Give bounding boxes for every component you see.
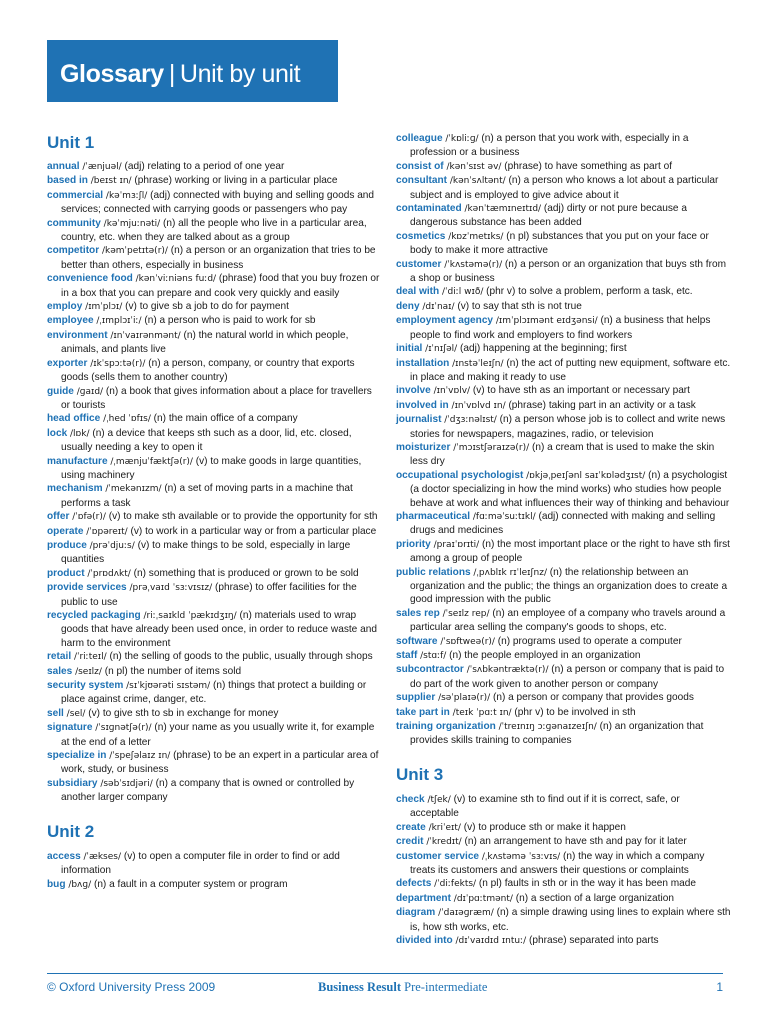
entry-definition: (n pl) faults in sth or in the way it has been made — [478, 878, 697, 890]
entry-pronunciation: /fɑːməˈsuːtɪkl/ — [472, 511, 536, 522]
entry-headword: customer — [396, 258, 442, 270]
entry-pronunciation: /ˈsɪɡnətʃə(r)/ — [95, 723, 152, 734]
entry-headword: consultant — [396, 175, 448, 187]
title-separator: | — [168, 60, 175, 88]
entry-definition: (n) a person or company that is paid to do part of the work given to another person or company — [410, 664, 725, 690]
unit-heading: Unit 3 — [396, 764, 444, 784]
unit-heading: Unit 2 — [47, 821, 95, 841]
glossary-entry — [396, 850, 731, 878]
entry-pronunciation: /ɪmˈplɔɪmənt eɪdʒənsi/ — [495, 316, 598, 327]
glossary-entry — [47, 510, 382, 524]
glossary-entry — [396, 314, 731, 342]
entry-pronunciation: /ɪnˈvɒlvd ɪn/ — [451, 400, 506, 411]
entry-headword: product — [47, 567, 85, 579]
glossary-entry — [396, 441, 731, 469]
entry-headword: create — [396, 821, 426, 833]
glossary-entry — [47, 482, 382, 510]
entry-pronunciation: /ɪnstəˈleɪʃn/ — [452, 358, 504, 369]
entry-pronunciation: /kəmˈpetɪtə(r)/ — [101, 246, 168, 257]
glossary-entry — [396, 230, 731, 258]
entry-pronunciation: /ˈkɒliːɡ/ — [445, 134, 479, 144]
entry-pronunciation: /teɪk ˈpɑːt ɪn/ — [452, 707, 512, 718]
entry-headword: retail — [47, 651, 72, 663]
entry-definition: (n) materials used to wrap goods that have already been used once, in order to reduce waste and harm to the environment — [61, 610, 377, 649]
footer-divider — [47, 973, 723, 974]
entry-pronunciation: /riːˌsaɪkld ˈpækɪdʒɪŋ/ — [143, 611, 237, 621]
glossary-entry — [396, 607, 731, 635]
entry-pronunciation: /ˈɒpəreɪt/ — [86, 526, 128, 537]
entry-definition: (n) your name as you usually write it, for example at the end of a letter — [61, 722, 375, 748]
entry-definition: (adj) happening at the beginning; first — [459, 343, 627, 355]
entry-headword: divided into — [396, 934, 453, 946]
glossary-entry — [396, 720, 731, 748]
glossary-entry — [47, 707, 382, 721]
entry-definition: (n) the people employed in an organization — [449, 650, 641, 662]
entry-headword: signature — [47, 722, 93, 734]
entry-pronunciation: /ˌkʌstəmə ˈsɜːvɪs/ — [481, 851, 561, 862]
entry-headword: environment — [47, 329, 108, 341]
entry-headword: provide services — [47, 582, 127, 594]
entry-headword: involve — [396, 385, 431, 397]
entry-pronunciation: /ˌpʌblɪk rɪˈleɪʃnz/ — [473, 567, 547, 578]
entry-definition: (phr v) to be involved in sth — [514, 706, 636, 718]
entry-pronunciation: /ɪmˈplɔɪ/ — [85, 302, 123, 313]
footer-brand: Business Result — [318, 980, 402, 994]
glossary-entry — [396, 821, 731, 835]
entry-pronunciation: /prəˈdjuːs/ — [89, 540, 135, 551]
glossary-entry — [47, 412, 382, 426]
entry-pronunciation: /ˈsɒftweə(r)/ — [440, 636, 495, 647]
entry-headword: colleague — [396, 133, 443, 144]
glossary-entry — [396, 342, 731, 356]
entry-pronunciation: /dɪˈvaɪdɪd ɪntuː/ — [455, 935, 527, 946]
entry-definition: (phrase) food that you buy frozen or in a box that you can prepare and cook very quickly and easily — [61, 273, 380, 299]
page-number: 1 — [716, 980, 723, 994]
entry-pronunciation: /dɪˈpɑːtmənt/ — [453, 893, 513, 904]
entry-headword: mechanism — [47, 483, 103, 495]
entry-headword: deny — [396, 300, 420, 312]
entry-headword: head office — [47, 413, 101, 425]
glossary-entry — [396, 174, 731, 202]
entry-headword: employee — [47, 315, 94, 327]
entry-definition: (n) a person or company that provides goods — [493, 692, 694, 704]
entry-headword: specialize in — [47, 750, 107, 762]
entry-headword: subsidiary — [47, 777, 98, 789]
entry-definition: (v) to make sth available or to provide the opportunity for sth — [108, 511, 378, 523]
entry-pronunciation: /ɪnˈvɒlv/ — [433, 386, 471, 397]
entry-headword: take part in — [396, 706, 450, 718]
entry-definition: (n pl) substances that you put on your face or body to make it more attractive — [410, 230, 709, 257]
entry-headword: deal with — [396, 286, 440, 298]
glossary-entry — [47, 665, 382, 679]
entry-headword: convenience food — [47, 273, 133, 285]
entry-definition: (n) a person that you work with, especially in a profession or a business — [410, 133, 689, 159]
entry-headword: initial — [396, 343, 423, 355]
title-rest: Unit by unit — [179, 60, 301, 88]
entry-pronunciation: /ˈtreɪnɪŋ ɔːɡənaɪzeɪʃn/ — [498, 722, 597, 733]
entry-headword: community — [47, 217, 101, 229]
entry-pronunciation: /ɡaɪd/ — [76, 386, 104, 397]
entry-definition: (v) to make goods in large quantities, using machinery — [61, 455, 362, 481]
entry-headword: commercial — [47, 189, 104, 201]
entry-pronunciation: /ˌhed ˈɒfɪs/ — [103, 414, 151, 425]
entry-definition: (adj) relating to a period of one year — [124, 161, 285, 172]
entry-headword: installation — [396, 357, 450, 369]
glossary-entry — [396, 793, 731, 821]
glossary-entry — [47, 385, 382, 413]
entry-pronunciation: /kɒzˈmetɪks/ — [448, 231, 504, 242]
glossary-entry — [47, 539, 382, 567]
unit-heading: Unit 1 — [47, 133, 95, 152]
entry-pronunciation: /ˈmekənɪzm/ — [105, 484, 162, 495]
glossary-entry — [396, 300, 731, 314]
entry-headword: software — [396, 635, 438, 647]
entry-headword: defects — [396, 878, 432, 890]
entry-headword: staff — [396, 650, 418, 662]
glossary-entry — [396, 663, 731, 691]
entry-definition: (adj) dirty or not pure because a dangerous substance has been added — [410, 203, 687, 229]
entry-headword: sales rep — [396, 607, 440, 619]
entry-pronunciation: /seɪlz/ — [75, 666, 102, 677]
entry-headword: offer — [47, 511, 70, 523]
glossary-entry — [47, 581, 382, 609]
entry-pronunciation: /ˈɒfə(r)/ — [72, 512, 106, 523]
entry-definition: (n) something that is produced or grown to be sold — [133, 567, 359, 579]
glossary-entry — [47, 189, 382, 217]
entry-definition: (n) an organization that provides skills training to companies — [410, 721, 704, 747]
glossary-entry — [396, 635, 731, 649]
entry-pronunciation: /dɪˈnaɪ/ — [422, 301, 455, 312]
glossary-entry — [47, 160, 382, 174]
entry-definition: (n) a person who is paid to work for sb — [144, 315, 316, 327]
entry-headword: department — [396, 892, 451, 904]
entry-pronunciation: /kəˈmjuːnəti/ — [103, 218, 161, 229]
entry-headword: lock — [47, 427, 68, 439]
entry-definition: (n) a set of moving parts in a machine that performs a task — [61, 483, 353, 509]
glossary-entry — [396, 892, 731, 906]
entry-headword: pharmaceutical — [396, 510, 471, 522]
glossary-entry — [47, 174, 382, 188]
glossary-entry — [47, 314, 382, 328]
entry-definition: (n) the relationship between an organization and the public; the things an organization does to create a good impression with the public — [410, 566, 728, 606]
entry-headword: sell — [47, 707, 64, 719]
entry-definition: (n) a company that is owned or controlled by another larger company — [61, 777, 355, 804]
glossary-entry — [396, 934, 731, 948]
footer-book-title — [318, 980, 487, 995]
entry-definition: (phrase) working or living in a particular place — [134, 175, 338, 187]
entry-headword: bug — [47, 878, 66, 890]
entry-headword: contaminated — [396, 203, 462, 215]
glossary-entry — [47, 357, 382, 385]
glossary-entry — [396, 413, 731, 441]
entry-definition: (v) to open a computer file in order to find or add information — [61, 850, 340, 877]
footer-level: Pre-intermediate — [404, 980, 488, 994]
entry-definition: (n) things that protect a building or place against crime, danger, etc. — [61, 680, 367, 706]
entry-definition: (n) a person or an organization that buys sth from a shop or business — [410, 258, 726, 285]
entry-pronunciation: /kənˈtæmɪneɪtɪd/ — [464, 204, 542, 215]
entry-headword: based in — [47, 175, 88, 187]
entry-pronunciation: /ˈkʌstəmə(r)/ — [444, 259, 503, 270]
glossary-entry — [396, 357, 731, 385]
entry-headword: occupational psychologist — [396, 469, 524, 481]
entry-pronunciation: /ˈkredɪt/ — [426, 837, 462, 848]
entry-definition: (n) the act of putting new equipment, software etc. in place and making it ready to use — [410, 357, 731, 383]
entry-definition: (n) programs used to operate a computer — [497, 635, 682, 647]
entry-pronunciation: /səˈplaɪə(r)/ — [438, 693, 491, 704]
entry-headword: public relations — [396, 566, 471, 578]
entry-pronunciation: /səbˈsɪdjəri/ — [100, 778, 153, 789]
entry-headword: security system — [47, 680, 124, 692]
entry-definition: (n) a business that helps people to find work and employers to find workers — [410, 315, 711, 341]
entry-headword: recycled packaging — [47, 610, 141, 621]
entry-definition: (n) an employee of a company who travels around a particular area selling the company's goods to shops, etc. — [410, 607, 726, 634]
glossary-entry — [47, 567, 382, 581]
entry-definition: (phrase) to be an expert in a particular area of work, study, or business — [61, 750, 379, 776]
glossary-entry — [47, 525, 382, 539]
entry-definition: (n) a simple drawing using lines to explain where sth is, how sth works, etc. — [410, 907, 731, 933]
entry-pronunciation: /bʌɡ/ — [68, 879, 92, 890]
entry-definition: (v) to make things to be sold, especially in large quantities — [61, 539, 351, 566]
entry-definition: (v) to give sth to sb in exchange for money — [88, 707, 279, 719]
entry-headword: manufacture — [47, 455, 108, 467]
entry-headword: employment agency — [396, 315, 494, 327]
entry-definition: (v) to have sth as an important or necessary part — [472, 385, 690, 397]
entry-pronunciation: /kəˈmɜːʃl/ — [105, 190, 148, 201]
entry-pronunciation: /tʃek/ — [427, 794, 451, 805]
glossary-entry — [47, 244, 382, 272]
entry-definition: (n) a person whose job is to collect and write news stories for newspapers, magazines, radio, or television — [410, 414, 726, 440]
entry-pronunciation: /sel/ — [66, 708, 86, 719]
entry-headword: involved in — [396, 399, 449, 411]
entry-headword: operate — [47, 525, 84, 537]
entry-definition: (n) a psychologist (a doctor specializing in how the mind works) who studies how people behave at work and what influences their way of thinking and behaviour — [410, 469, 730, 509]
entry-pronunciation: /ɪkˈspɔːtə(r)/ — [90, 358, 146, 369]
glossary-entry — [396, 538, 731, 566]
entry-headword: consist of — [396, 160, 444, 172]
entry-definition: (n) the natural world in which people, animals, and plants live — [61, 329, 349, 356]
entry-pronunciation: /ˈdiːfekts/ — [434, 879, 477, 890]
entry-definition: (n) a book that gives information about a place for travellers or tourists — [61, 385, 372, 411]
entry-pronunciation: /ˌmænjuˈfæktʃə(r)/ — [110, 456, 193, 467]
entry-pronunciation: /sɪˈkjʊərəti sɪstəm/ — [126, 681, 211, 692]
entry-pronunciation: /ˌɪmplɔɪˈiː/ — [96, 316, 142, 327]
glossary-entry — [47, 609, 382, 650]
glossary-entry — [396, 510, 731, 538]
entry-pronunciation: /kənˈsʌltənt/ — [449, 176, 506, 187]
entry-headword: journalist — [396, 414, 442, 426]
entry-headword: supplier — [396, 692, 436, 704]
entry-definition: (phrase) to have something as part of — [504, 160, 673, 172]
entry-headword: subcontractor — [396, 664, 464, 676]
entry-definition: (phrase) taking part in an activity or a task — [508, 399, 696, 411]
glossary-entry — [47, 300, 382, 314]
entry-headword: annual — [47, 161, 80, 172]
entry-pronunciation: /ˈmɔɪstʃəraɪzə(r)/ — [453, 442, 530, 453]
footer-copyright: © Oxford University Press 2009 — [47, 980, 216, 994]
glossary-entry — [47, 455, 382, 483]
entry-headword: cosmetics — [396, 230, 446, 242]
entry-definition: (n) the selling of goods to the public, usually through shops — [109, 651, 373, 663]
glossary-entry — [396, 566, 731, 607]
glossary-entry — [47, 427, 382, 455]
entry-definition: (n) a person, company, or country that exports goods (sells them to another country) — [61, 357, 355, 384]
entry-headword: sales — [47, 665, 73, 677]
entry-definition: (v) to produce sth or make it happen — [463, 821, 626, 833]
entry-definition: (v) to say that sth is not true — [457, 300, 582, 312]
title-bold: Glossary — [60, 60, 164, 88]
entry-headword: moisturizer — [396, 441, 451, 453]
entry-definition: (adj) connected with buying and selling goods and services; connected with carrying goods or passengers who pay — [61, 189, 375, 216]
glossary-entry — [47, 777, 382, 805]
glossary-entry — [396, 469, 731, 510]
entry-pronunciation: /ɒkjəˌpeɪʃənl saɪˈkɒlədʒɪst/ — [526, 470, 646, 481]
entry-definition: (n) a device that keeps sth such as a door, lid, etc. closed, usually needing a key to open it — [61, 427, 352, 454]
entry-pronunciation: /kriˈeɪt/ — [428, 822, 461, 833]
glossary-entry — [396, 285, 731, 299]
entry-headword: diagram — [396, 907, 436, 919]
entry-pronunciation: /ˈdaɪəɡræm/ — [438, 908, 494, 919]
entry-definition: (n) a fault in a computer system or program — [93, 878, 288, 890]
entry-pronunciation: /ˈænjuəl/ — [82, 162, 122, 172]
glossary-entry — [396, 706, 731, 720]
entry-headword: produce — [47, 539, 87, 551]
glossary-entry — [396, 399, 731, 413]
glossary-entry — [396, 691, 731, 705]
entry-pronunciation: /praɪˈɒrɪti/ — [433, 539, 480, 550]
entry-definition: (n) an arrangement to have sth and pay for it later — [464, 836, 687, 848]
entry-definition: (n) a cream that is used to make the skin less dry — [410, 441, 715, 468]
entry-definition: (n) all the people who live in a particular area, country, etc. when they are talked about as a group — [61, 217, 367, 244]
entry-headword: credit — [396, 836, 424, 848]
entry-definition: (n) a section of a large organization — [515, 892, 674, 904]
entry-definition: (n) a person who knows a lot about a particular subject and is employed to give advice about it — [410, 175, 719, 201]
glossary-entry — [47, 217, 382, 245]
entry-definition: (phrase) separated into parts — [529, 934, 659, 946]
glossary-left-column — [47, 133, 382, 892]
glossary-entry — [396, 835, 731, 849]
entry-pronunciation: /ɪnˈvaɪrənmənt/ — [110, 330, 181, 341]
glossary-entry — [47, 679, 382, 707]
entry-pronunciation: /ˈdʒɜːnəlɪst/ — [444, 415, 497, 426]
entry-pronunciation: /ˈriːteɪl/ — [73, 652, 107, 663]
entry-definition: (adj) connected with making and selling drugs and medicines — [410, 510, 716, 537]
glossary-entry — [47, 650, 382, 664]
glossary-entry — [47, 878, 382, 892]
entry-headword: priority — [396, 538, 431, 550]
entry-pronunciation: /kənˈsɪst əv/ — [446, 161, 502, 172]
entry-pronunciation: /beɪst ɪn/ — [90, 176, 132, 187]
glossary-entry — [396, 906, 731, 934]
entry-pronunciation: /ˈprɒdʌkt/ — [87, 568, 131, 579]
glossary-entry — [396, 877, 731, 891]
entry-headword: check — [396, 793, 425, 805]
entry-pronunciation: /ˈdiːl wɪð/ — [442, 287, 484, 298]
glossary-entry — [47, 272, 382, 300]
glossary-entry — [396, 649, 731, 663]
entry-headword: access — [47, 850, 81, 862]
glossary-entry — [396, 258, 731, 286]
entry-definition: (n) the way in which a company treats its customers and answers their questions or complaints — [410, 850, 705, 876]
entry-pronunciation: /stɑːf/ — [420, 651, 447, 662]
entry-definition: (n) a person or an organization that tries to be better than others, especially in business — [61, 245, 376, 271]
entry-definition: (n) the most important place or the right to have sth first among a group of people — [410, 538, 730, 565]
glossary-entry — [396, 384, 731, 398]
entry-definition: (phr v) to solve a problem, perform a task, etc. — [486, 286, 693, 298]
entry-headword: competitor — [47, 245, 100, 257]
glossary-entry — [47, 721, 382, 749]
entry-definition: (v) to give sb a job to do for payment — [125, 301, 289, 313]
entry-pronunciation: /kənˈviːniəns fuːd/ — [135, 274, 217, 285]
entry-headword: exporter — [47, 357, 88, 369]
entry-pronunciation: /prəˌvaɪd ˈsɜːvɪsɪz/ — [129, 583, 213, 594]
entry-pronunciation: /lɒk/ — [70, 428, 90, 439]
entry-pronunciation: /ɪˈnɪʃəl/ — [425, 344, 458, 355]
glossary-entry — [396, 202, 731, 230]
entry-headword: employ — [47, 301, 83, 313]
entry-definition: (v) to work in a particular way or from a particular place — [130, 525, 377, 537]
glossary-right-column — [396, 132, 731, 948]
entry-pronunciation: /ˈspeʃəlaɪz ɪn/ — [109, 751, 171, 762]
glossary-entry — [47, 850, 382, 878]
entry-pronunciation: /ˈsʌbkəntræktə(r)/ — [466, 665, 549, 676]
glossary-entry — [396, 132, 731, 160]
entry-definition: (n pl) the number of items sold — [104, 665, 242, 677]
entry-pronunciation: /ˈseɪlz rep/ — [442, 608, 490, 619]
entry-pronunciation: /ˈækses/ — [83, 851, 122, 862]
glossary-entry — [47, 329, 382, 357]
entry-definition: (phrase) to offer facilities for the public to use — [61, 582, 357, 608]
glossary-entry — [47, 749, 382, 777]
entry-headword: customer service — [396, 850, 480, 862]
entry-definition: (n) the main office of a company — [153, 413, 298, 425]
glossary-entry — [396, 160, 731, 174]
entry-headword: guide — [47, 385, 74, 397]
entry-headword: training organization — [396, 721, 496, 733]
page-title — [47, 40, 338, 102]
entry-definition: (v) to examine sth to find out if it is correct, safe, or acceptable — [410, 793, 680, 820]
